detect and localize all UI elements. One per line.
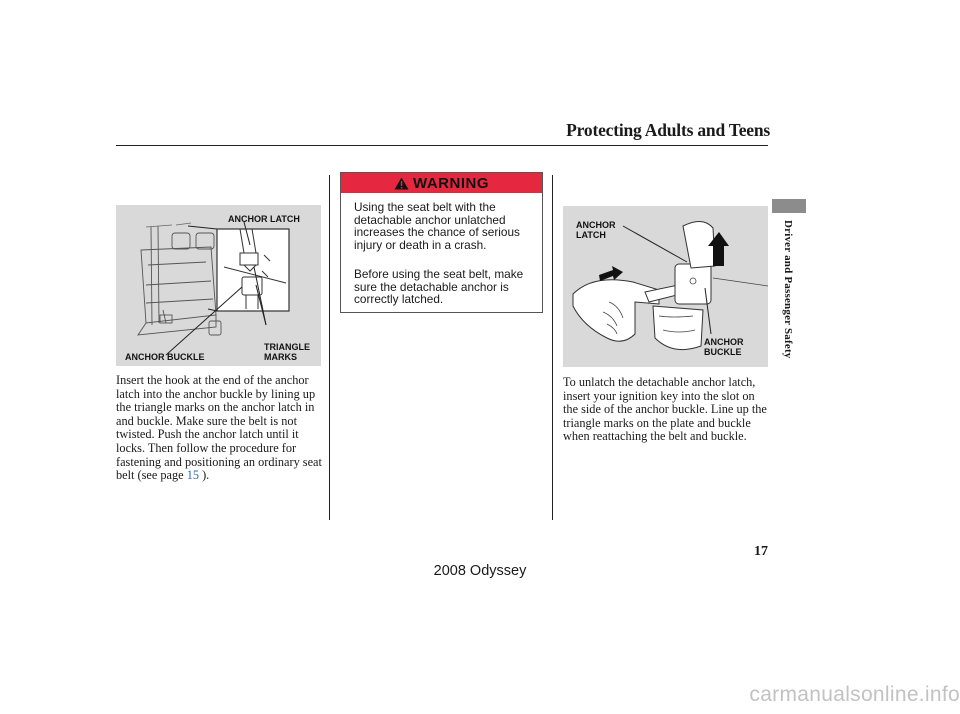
callout-anchor-latch-right: ANCHOR LATCH (576, 220, 616, 240)
callout-anchor-buckle: ANCHOR BUCKLE (125, 352, 205, 362)
callout-anchor-buckle-right: ANCHOR BUCKLE (704, 337, 744, 357)
see-page-prefix: (see page (137, 468, 184, 483)
see-page-suffix: ). (202, 468, 210, 483)
footer-model: 2008 Odyssey (433, 563, 527, 579)
warning-triangle-icon (394, 177, 409, 190)
left-body-text (116, 374, 324, 483)
warning-paragraph-2: Before using the seat belt, make sure the detachable anchor is correctly latched. (354, 267, 524, 306)
right-body-text: To unlatch the detachable anchor latch, insert your ignition key into the slot on the side of the anchor buckle. Line up the triangle marks on the plate and buckle when reattaching the belt and buckle. (563, 375, 767, 444)
section-title: Protecting Adults and Teens (566, 120, 770, 140)
callout-anchor-latch: ANCHOR LATCH (228, 214, 300, 224)
side-section-label: Driver and Passenger Safety (782, 220, 794, 359)
header-rule (116, 145, 768, 146)
section-tab (772, 199, 806, 213)
column-divider-right (552, 175, 553, 520)
warning-paragraph-1: Using the seat belt with the detachable anchor unlatched increases the chance of serious injury or death in a crash. (354, 200, 520, 252)
watermark: carmanualsonline.info (749, 683, 960, 706)
page-reference-link[interactable]: 15 (186, 468, 199, 483)
column-divider-left (329, 175, 330, 520)
ignition-key-illustration (563, 206, 768, 367)
page-number: 17 (754, 544, 768, 559)
anchor-latch-illustration (116, 205, 321, 366)
warning-box (340, 172, 543, 313)
left-body-paragraph: Insert the hook at the end of the anchor latch into the anchor buckle by lining up the triangle marks on the anchor latch in and buckle. Make sure the belt is not twisted. Push the anchor latch until it locks. Then follow the procedure for fastening and positioning an ordinary seat belt (116, 373, 322, 483)
insert-direction-arrow (599, 266, 623, 281)
warning-label: WARNING (413, 174, 489, 192)
callout-triangle-marks: TRIANGLE MARKS (264, 342, 310, 362)
detail-inset (217, 229, 289, 311)
warning-banner (341, 173, 542, 193)
